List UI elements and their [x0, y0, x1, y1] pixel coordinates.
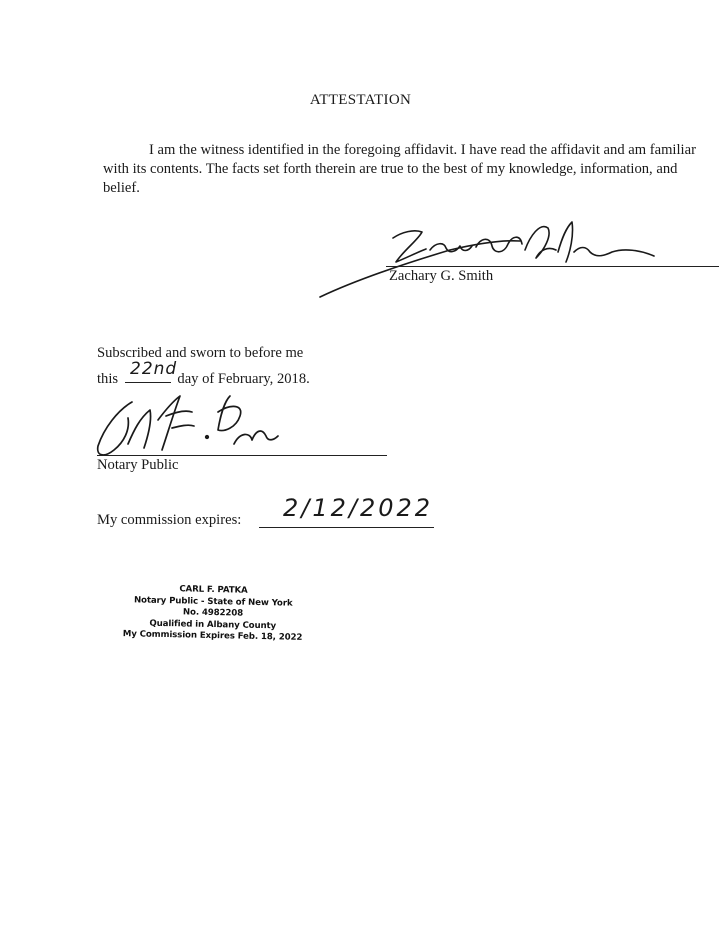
stamp-line: No. 4982208	[182, 607, 244, 619]
stamp-line: Notary Public - State of New York	[133, 594, 293, 609]
stamp-line: My Commission Expires Feb. 18, 2022	[122, 629, 303, 644]
sworn-date-line	[97, 368, 310, 388]
notary-public-label: Notary Public	[97, 457, 179, 473]
commission-expires-label: My commission expires:	[97, 512, 242, 528]
handwritten-commission-date: 2/12/2022	[283, 494, 434, 522]
notary-signature	[98, 396, 278, 455]
subscribed-line: Subscribed and sworn to before me	[97, 345, 304, 361]
notary-signature-line	[97, 455, 387, 456]
witness-name: Zachary G. Smith	[389, 268, 494, 284]
commission-date-line	[259, 527, 434, 528]
day-of-month-text: day of February, 2018.	[177, 371, 310, 387]
stamp-line: CARL F. PATKA	[179, 584, 248, 596]
document-title: ATTESTATION	[309, 92, 412, 108]
stamp-line: Qualified in Albany County	[149, 618, 277, 632]
witness-signature-line	[386, 266, 719, 267]
this-label: this	[97, 371, 119, 387]
attestation-text: I am the witness identified in the foregoing affidavit. I have read the affidavit and am familiar with its contents. The facts set forth therein are true to the best of my knowledge, information, and belief.	[103, 142, 696, 196]
witness-signature	[320, 222, 654, 297]
notary-stamp	[109, 583, 316, 645]
handwritten-day: 22nd	[130, 359, 178, 379]
